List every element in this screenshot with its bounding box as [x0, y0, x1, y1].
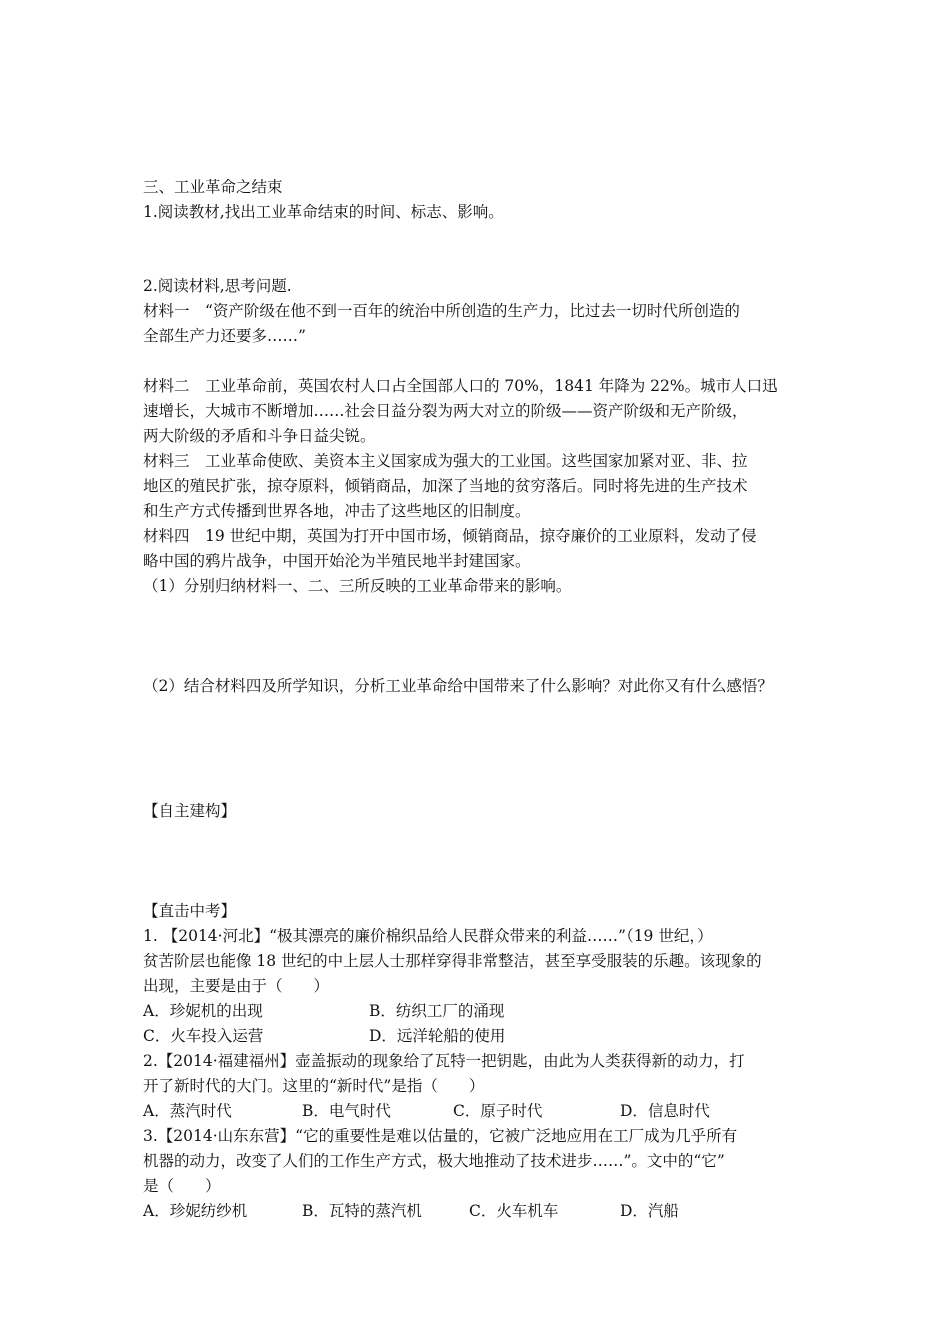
- section-heading: 三、工业革命之结束: [143, 178, 283, 196]
- option-c: C．火车机车: [469, 1202, 559, 1220]
- option-a: A．珍妮机的出现: [143, 1002, 263, 1020]
- option-d: D．信息时代: [620, 1102, 710, 1120]
- exam-question-2-line-1: 2.【2014·福建福州】壶盖振动的现象给了瓦特一把钥匙，由此为人类获得新的动力，打: [143, 1052, 745, 1070]
- exam-question-3-line-2: 机器的动力，改变了人们的工作生产方式，极大地推动了技术进步……”。文中的“它”: [143, 1152, 725, 1170]
- option-c: C．原子时代: [453, 1102, 543, 1120]
- sub-question-1: （1）分别归纳材料一、二、三所反映的工业革命带来的影响。: [143, 577, 572, 595]
- self-build-heading: 【自主建构】: [143, 802, 237, 820]
- material-1-line-1: 材料一 “资产阶级在他不到一百年的统治中所创造的生产力，比过去一切时代所创造的: [143, 302, 740, 320]
- sub-question-2: （2）结合材料四及所学知识，分析工业革命给中国带来了什么影响？对此你又有什么感悟？: [143, 677, 773, 695]
- material-2-line-1: 材料二 工业革命前，英国农村人口占全国部人口的 70%，1841 年降为 22%。城市人口迅: [143, 377, 778, 395]
- material-3-line-2: 地区的殖民扩张，掠夺原料，倾销商品，加深了当地的贫穷落后。同时将先进的生产技术: [143, 477, 748, 495]
- question-2-intro: 2.阅读材料,思考问题.: [143, 277, 292, 295]
- question-1: 1.阅读教材,找出工业革命结束的时间、标志、影响。: [143, 203, 504, 221]
- option-a: A．蒸汽时代: [143, 1102, 232, 1120]
- option-b: B．瓦特的蒸汽机: [302, 1202, 422, 1220]
- exam-question-1-line-3: 出现，主要是由于（ ）: [143, 977, 330, 995]
- material-4-line-1: 材料四 19 世纪中期，英国为打开中国市场，倾销商品，掠夺廉价的工业原料，发动了侵: [143, 527, 757, 545]
- option-d: D．远洋轮船的使用: [369, 1027, 506, 1045]
- exam-question-3-line-3: 是（ ）: [143, 1177, 221, 1195]
- material-1-line-2: 全部生产力还要多……”: [143, 327, 306, 345]
- option-b: B．电气时代: [302, 1102, 391, 1120]
- exam-heading: 【直击中考】: [143, 902, 237, 920]
- material-3-line-3: 和生产方式传播到世界各地，冲击了这些地区的旧制度。: [143, 502, 531, 520]
- option-d: D．汽船: [620, 1202, 679, 1220]
- exam-question-2-line-2: 开了新时代的大门。这里的“新时代”是指（ ）: [143, 1077, 485, 1095]
- exam-question-3-line-1: 3.【2014·山东东营】“它的重要性是难以估量的，它被广泛地应用在工厂成为几乎所有: [143, 1127, 738, 1145]
- option-a: A．珍妮纺纱机: [143, 1202, 248, 1220]
- option-b: B．纺织工厂的涌现: [369, 1002, 505, 1020]
- option-c: C．火车投入运营: [143, 1027, 264, 1045]
- exam-question-1-line-2: 贫苦阶层也能像 18 世纪的中上层人士那样穿得非常整洁，甚至享受服装的乐趣。该现象的: [143, 952, 762, 970]
- material-3-line-1: 材料三 工业革命使欧、美资本主义国家成为强大的工业国。这些国家加紧对亚、非、拉: [143, 452, 748, 470]
- material-4-line-2: 略中国的鸦片战争，中国开始沦为半殖民地半封建国家。: [143, 552, 531, 570]
- exam-question-1-line-1: 1. 【2014·河北】“极其漂亮的廉价棉织品给人民群众带来的利益……”（19 世纪，）: [143, 927, 713, 945]
- material-2-line-3: 两大阶级的矛盾和斗争日益尖锐。: [143, 427, 376, 445]
- material-2-line-2: 速增长，大城市不断增加……社会日益分裂为两大对立的阶级——资产阶级和无产阶级，: [143, 402, 748, 420]
